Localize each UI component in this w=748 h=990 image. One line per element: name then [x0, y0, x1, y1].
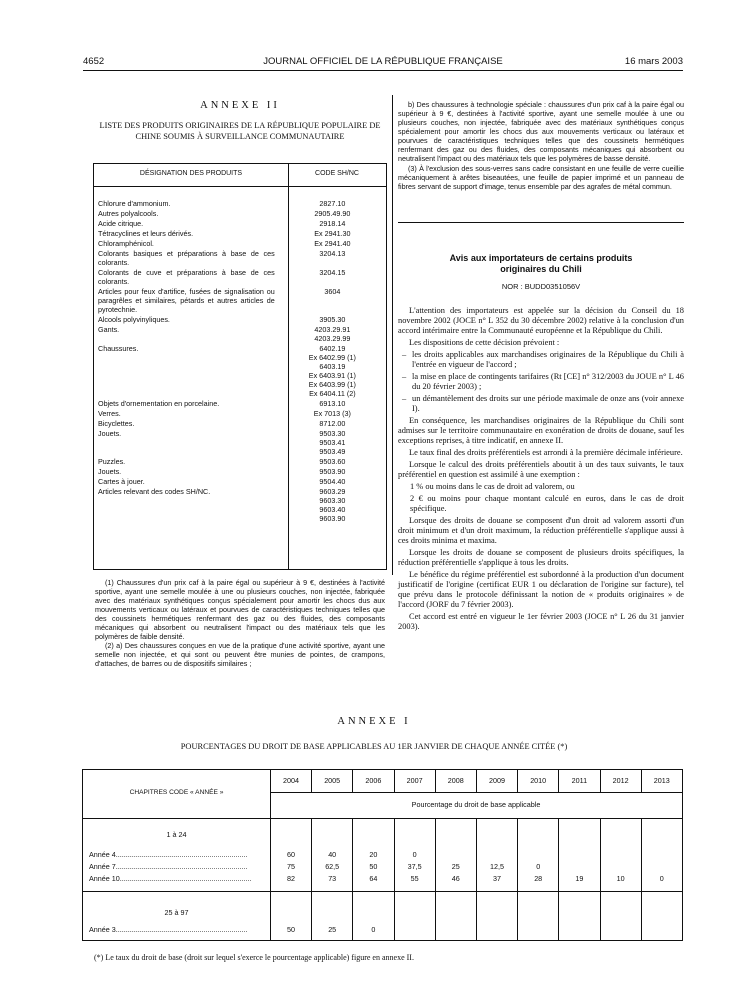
product-designation [94, 268, 279, 286]
notice-indent: 1 % ou moins dans le cas de droit ad valorem, ou [410, 482, 575, 491]
year-header: 2012 [612, 776, 629, 785]
year-header: 2008 [447, 776, 464, 785]
notice-list-item: – les droits applicables aux marchandises originaires de la République du Chili à l'entrée en vigueur de l'accord ; [398, 350, 684, 370]
product-codes [279, 457, 386, 466]
designation-text: Jouets. [98, 467, 122, 476]
sh-nc-code: 3604 [324, 287, 341, 296]
column-rule [435, 818, 436, 940]
product-codes [279, 209, 386, 218]
row-label: Année 4.................................................................. [89, 850, 248, 859]
row-label-text: Année 3 [89, 925, 116, 934]
row-label: Année 10.................................................................. [89, 874, 252, 883]
notice-paragraph: En conséquence, les marchandises originaires de la République du Chili sont admises sur le territoire communautaire en exonération de droits de douane, sauf les exceptions reprises, à titre indicatif, en annexe II. [398, 416, 684, 445]
designation-text: Colorants basiques et préparations à base de ces colorants. [98, 249, 275, 267]
percentage-cell: 12,5 [490, 862, 504, 871]
sh-nc-code: 6913.10 [319, 399, 346, 408]
table-row [94, 467, 386, 476]
column-rule [517, 818, 518, 940]
notice-paragraph: Le bénéfice du régime préférentiel est subordonné à la production d'un document justificatif de l'origine (certificat EUR 1 ou déclaration de l'origine sur facture), tel que prévu dans le protocole définissant la notion de « produits originaires » de l'accord (JORF du 7 février 2003). [398, 570, 684, 609]
column-rule [641, 818, 642, 940]
product-designation [94, 315, 279, 324]
notice-paragraph: Cet accord est entré en vigueur le 1er février 2003 (JOCE n° L 26 du 31 janvier 2003). [398, 612, 684, 631]
sh-nc-code: 8712.00 [319, 419, 346, 428]
notice-indent: 2 € ou moins pour chaque montant calculé en euros, dans le cas de droit spécifique. [410, 494, 684, 513]
product-codes [279, 419, 386, 428]
product-codes [279, 325, 386, 343]
sh-nc-code: Ex 7013 (3) [313, 409, 351, 418]
nor-reference: NOR : BUDD0351056V [501, 282, 581, 291]
percentage-cell: 25 [451, 862, 460, 871]
product-designation [94, 467, 279, 476]
annex2-heading: ANNEXE II [200, 100, 280, 111]
journal-title: JOURNAL OFFICIEL DE LA RÉPUBLIQUE FRANÇAISE [263, 56, 503, 67]
percentage-cell: 28 [534, 874, 543, 883]
product-codes [279, 249, 386, 267]
percentage-cell: 82 [287, 874, 295, 883]
table-row [94, 219, 386, 228]
product-codes [279, 477, 386, 486]
designation-text: Verres. [98, 409, 121, 418]
sh-nc-code: 9504.40 [319, 477, 346, 486]
table-row [94, 477, 386, 486]
sh-nc-code: 3204.13 [319, 249, 346, 258]
product-codes [279, 229, 386, 238]
year-header: 2011 [571, 776, 588, 785]
notice-list-item: – la mise en place de contingents tarifaires (Rt [CE] n° 312/2003 du JOUE n° L 46 du 20 février 2003) ; [398, 372, 684, 392]
section-label: 1 à 24 [166, 830, 187, 839]
footnote: (*) Le taux du droit de base (droit sur lequel s'exerce le pourcentage applicable) figure en annexe II. [94, 953, 414, 962]
year-header: 2013 [653, 776, 670, 785]
percentage-cell: 73 [328, 874, 337, 883]
product-codes [279, 429, 386, 456]
product-designation [94, 399, 279, 408]
product-codes [279, 239, 386, 248]
sh-nc-code: 9503.60 [319, 457, 346, 466]
percentage-cell: 0 [536, 862, 541, 871]
percentage-cell: 0 [412, 850, 417, 859]
table-row [94, 429, 386, 456]
table-row [94, 409, 386, 418]
percentage-cell: 46 [451, 874, 460, 883]
percentage-cell: 25 [328, 925, 337, 934]
table-row [94, 419, 386, 428]
column-rule [517, 770, 518, 792]
column-rule [311, 770, 312, 792]
table-row [94, 229, 386, 238]
product-designation [94, 457, 279, 466]
annex1-title: POURCENTAGES DU DROIT DE BASE APPLICABLES AU 1ER JANVIER DE CHAQUE ANNÉE CITÉE (*) [180, 742, 568, 751]
product-codes [279, 268, 386, 286]
notes-rule [398, 222, 684, 223]
sh-nc-code: 6403.19 [319, 362, 346, 371]
year-header: 2005 [324, 776, 341, 785]
col-code-header: CODE SH/NC [315, 170, 359, 177]
section-label: 25 à 97 [164, 908, 189, 917]
product-designation [94, 419, 279, 428]
issue-date: 16 mars 2003 [624, 56, 683, 67]
notice-paragraph: L'attention des importateurs est appelée sur la décision du Conseil du 18 novembre 2002 (JOCE n° L 352 du 30 décembre 2002) relative à la conclusion d'un accord intérimaire entre la Communauté européenne et la République du Chili. [398, 306, 684, 335]
designation-text: Acide citrique. [98, 219, 144, 228]
annex2-rows [94, 199, 386, 524]
sh-nc-code: 9503.90 [319, 467, 346, 476]
product-codes [279, 287, 386, 314]
table-row [94, 399, 386, 408]
designation-text: Bicyclettes. [98, 419, 135, 428]
percentage-cell: 19 [575, 874, 584, 883]
designation-text: Cartes à jouer. [98, 477, 145, 486]
designation-text: Articles relevant des codes SH/NC. [98, 487, 211, 496]
col-designation-header: DÉSIGNATION DES PRODUITS [139, 170, 243, 177]
annex2-notes-continued [398, 100, 684, 192]
percentage-cell: 60 [287, 850, 295, 859]
product-designation [94, 249, 279, 267]
sh-nc-code: 9603.90 [319, 514, 346, 523]
row-label-text: Année 4 [89, 850, 116, 859]
product-designation [94, 409, 279, 418]
percentage-cell: 50 [287, 925, 295, 934]
header-rule [83, 70, 683, 71]
sh-nc-code: Ex 2941.30 [314, 229, 351, 238]
designation-text: Jouets. [98, 429, 122, 438]
product-codes [279, 409, 386, 418]
sh-nc-code: 6402.19 [319, 344, 346, 353]
year-header: 2010 [530, 776, 547, 785]
annex2-title: LISTE DES PRODUITS ORIGINAIRES DE LA RÉPUBLIQUE POPULAIRE DE CHINE SOUMIS À SURVEILLANCE COMMUNAUTAIRE [99, 121, 381, 141]
column-rule [394, 770, 395, 792]
product-designation [94, 209, 279, 218]
designation-text: Puzzles. [98, 457, 126, 466]
notice-paragraph: Lorsque des droits de douane se composent d'un droit ad valorem assorti d'un droit minimum et d'un droit maximum, la réduction préférentielle s'applique aussi à ces droits minima et maxima. [398, 516, 684, 545]
column-rule [558, 818, 559, 940]
note-2b: b) Des chaussures à technologie spéciale : chaussures d'un prix caf à la paire égal ou supérieur à 9 €, destinées à l'activité sportive, ayant une semelle moulée à une ou plusieurs couches, non injectée, fabriquée avec des matériaux synthétiques conçus spécialement pour amortir les chocs dus aux mouvements verticaux ou latéraux et pourvues de caractéristiques techniques telles que des coussinets hermétiques renfermant des gaz ou des fluides, des composants mécaniques qui absorbent ou neutralisent l'impact ou des matériaux tels que les polymères de basse densité. [398, 100, 684, 163]
designation-text: Gants. [98, 325, 120, 334]
section-rule [83, 891, 682, 892]
percentage-cell: 62,5 [325, 862, 340, 871]
product-designation [94, 219, 279, 228]
table-row [94, 487, 386, 523]
product-designation [94, 325, 279, 343]
sh-nc-code: 9503.49 [319, 447, 346, 456]
sh-nc-code: 9503.41 [319, 438, 346, 447]
sh-nc-code: Ex 6403.91 (1) [308, 371, 356, 380]
table-row [94, 287, 386, 314]
designation-text: Objets d'ornementation en porcelaine. [98, 399, 220, 408]
designation-text: Chaussures. [98, 344, 139, 353]
row-label: Année 3.................................................................. [89, 925, 248, 934]
product-designation [94, 229, 279, 238]
percentage-cell: 10 [616, 874, 625, 883]
percentage-cell: 37 [493, 874, 501, 883]
percentage-cell: 0 [371, 925, 376, 934]
designation-text: Alcools polyvinyliques. [98, 315, 170, 324]
percentage-cell: 55 [410, 874, 419, 883]
product-designation [94, 344, 279, 398]
column-rule [394, 818, 395, 940]
column-rule [435, 770, 436, 792]
product-designation [94, 199, 279, 208]
table-row [94, 268, 386, 286]
percentage-cell: 37,5 [407, 862, 422, 871]
product-designation [94, 429, 279, 456]
table-header-rule [94, 186, 386, 187]
product-codes [279, 199, 386, 208]
product-codes [279, 315, 386, 324]
year-header: 2006 [365, 776, 382, 785]
sh-nc-code: 2905.49.90 [314, 209, 351, 218]
sh-nc-code: 9603.30 [319, 496, 346, 505]
percentage-cell: 64 [369, 874, 378, 883]
percentage-cell: 0 [659, 874, 664, 883]
table-row [94, 249, 386, 267]
year-header: 2007 [406, 776, 423, 785]
annex2-table [93, 163, 387, 570]
column-rule [311, 818, 312, 940]
product-codes [279, 467, 386, 476]
notice-list-item: – un démantèlement des droits sur une période maximale de onze ans (voir annexe I). [398, 394, 684, 414]
table-row [94, 239, 386, 248]
annex1-heading: ANNEXE I [337, 716, 411, 727]
sh-nc-code: Ex 2941.40 [314, 239, 351, 248]
notice-paragraph: Lorsque le calcul des droits préférentiels aboutit à un des taux suivants, le taux préférentiel en question est assimilé à une exemption : [398, 460, 684, 479]
product-codes [279, 344, 386, 398]
row-label: Année 7.................................................................. [89, 862, 248, 871]
column-separator [392, 95, 393, 575]
column-rule [476, 770, 477, 792]
sh-nc-code: 4203.29.99 [314, 334, 351, 343]
page-number: 4652 [83, 56, 105, 67]
sh-nc-code: 9603.29 [319, 487, 346, 496]
designation-text: Tétracyclines et leurs dérivés. [98, 229, 194, 238]
product-codes [279, 487, 386, 523]
row-label-text: Année 7 [89, 862, 116, 871]
product-codes [279, 399, 386, 408]
percentage-cell: 40 [328, 850, 337, 859]
product-designation [94, 477, 279, 486]
notice-paragraph: Le taux final des droits préférentiels est arrondi à la première décimale inférieure. [409, 448, 683, 457]
annex1-table [82, 769, 683, 941]
notice-paragraph: Lorsque les droits de douane se composent de plusieurs droits spécifiques, la réduction préférentielle s'applique à tous les droits. [398, 548, 684, 567]
designation-text: Articles pour feux d'artifice, fusées de signalisation ou paragrêles et similaires, pétards et autres articles de pyrotechnie. [98, 287, 275, 314]
column-rule [270, 770, 271, 940]
designation-text: Chlorure d'ammonium. [98, 199, 171, 208]
sh-nc-code: 3905.30 [319, 315, 346, 324]
notice-title-line1: Avis aux importateurs de certains produits [449, 253, 633, 263]
row-label-text: Année 10 [89, 874, 120, 883]
percentage-cell: 75 [287, 862, 295, 871]
sh-nc-code: Ex 6403.99 (1) [308, 380, 356, 389]
product-designation [94, 487, 279, 523]
year-header-rule [270, 792, 682, 793]
designation-text: Colorants de cuve et préparations à base de ces colorants. [98, 268, 275, 286]
col-chapters-header: CHAPITRES CODE « ANNÉE » [129, 789, 224, 796]
table-row [94, 344, 386, 398]
notice-paragraph: Les dispositions de cette décision prévoient : [409, 338, 560, 347]
sh-nc-code: 9503.30 [319, 429, 346, 438]
notice-title-line2: originaires du Chili [500, 264, 582, 274]
sh-nc-code: 2827.10 [319, 199, 346, 208]
year-header: 2009 [489, 776, 505, 785]
table-row [94, 315, 386, 324]
annex2-notes [95, 578, 385, 668]
product-codes [279, 219, 386, 228]
percentage-cell: 20 [369, 850, 378, 859]
table-row [94, 199, 386, 208]
column-rule [641, 770, 642, 792]
column-rule [558, 770, 559, 792]
notice-title [398, 253, 684, 275]
column-rule [476, 818, 477, 940]
percentage-cell: 50 [369, 862, 378, 871]
table-header-bottom-rule [83, 818, 682, 819]
notice-body [398, 306, 684, 634]
note-2a: (2) a) Des chaussures conçues en vue de la pratique d'une activité sportive, ayant une semelle non injectée, et qui sont ou peuvent être munies de pointes, de crampons, d'attaches, de barres ou de dispositifs similaires ; [95, 641, 385, 668]
designation-text: Autres polyalcools. [98, 209, 159, 218]
sh-nc-code: 9603.40 [319, 505, 346, 514]
column-rule [600, 818, 601, 940]
year-header: 2004 [283, 776, 299, 785]
note-3: (3) À l'exclusion des sous-verres sans cadre consistant en une feuille de verre cueillie mécaniquement à arêtes biseautées, une feuille de papier imprimé et un panneau de fibres servant de support d'image, tenus ensemble par des agrafes de métal commun. [398, 164, 684, 191]
percentage-subheader: Pourcentage du droit de base applicable [411, 800, 541, 809]
table-row [94, 325, 386, 343]
product-designation [94, 239, 279, 248]
column-rule [352, 818, 353, 940]
note-1: (1) Chaussures d'un prix caf à la paire égal ou supérieur à 9 €, destinées à l'activité sportive, ayant une semelle moulée à une ou plusieurs couches, non injectée, fabriquée avec des matériaux synthétiques conçus spécialement pour amortir les chocs dus aux mouvements verticaux ou latéraux et pourvues de caractéristiques techniques telles que des coussinets hermétiques renfermant des gaz ou des fluides, des composants mécaniques qui absorbent ou neutralisent l'impact ou des matériaux tels que les polymères de faible densité. [95, 578, 385, 641]
column-rule [600, 770, 601, 792]
sh-nc-code: 3204.15 [319, 268, 346, 277]
column-rule [352, 770, 353, 792]
product-designation [94, 287, 279, 314]
table-row [94, 457, 386, 466]
sh-nc-code: Ex 6404.11 (2) [309, 389, 356, 398]
sh-nc-code: 4203.29.91 [314, 325, 351, 334]
sh-nc-code: 2918.14 [319, 219, 346, 228]
table-row [94, 209, 386, 218]
designation-text: Chloramphénicol. [98, 239, 154, 248]
page-header [83, 56, 683, 70]
sh-nc-code: Ex 6402.99 (1) [308, 353, 356, 362]
